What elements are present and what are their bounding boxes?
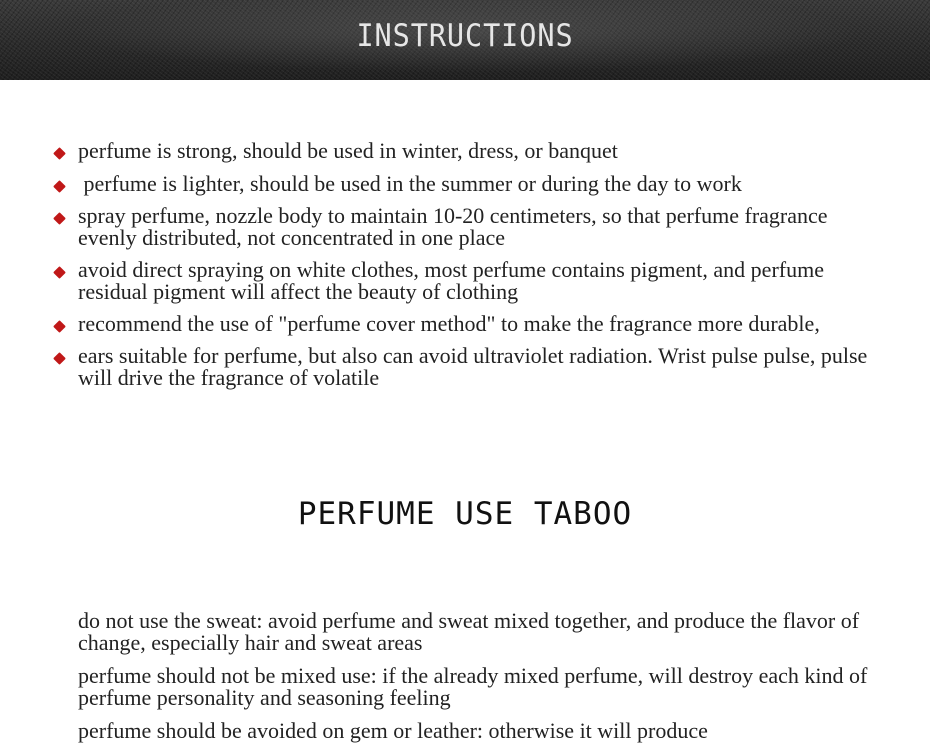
- instruction-item: [50, 140, 890, 162]
- diamond-bullet-icon: [53, 352, 66, 365]
- instruction-item: [50, 173, 890, 195]
- instruction-item: [50, 313, 890, 335]
- instruction-item: [50, 205, 890, 249]
- diamond-bullet-icon: [53, 180, 66, 193]
- instruction-text: avoid direct spraying on white clothes, most perfume contains pigment, and perfume residual pigment will affect the beauty of clothing: [78, 257, 824, 304]
- instruction-text: perfume is strong, should be used in winter, dress, or banquet: [78, 138, 618, 163]
- section-title: PERFUME USE TABOO: [297, 496, 633, 532]
- diamond-bullet-icon: [53, 266, 66, 279]
- header-banner: [0, 0, 930, 80]
- taboo-item: perfume should not be mixed use: if the already mixed perfume, will destroy each kind of perfume personality and seasoning feeling: [78, 663, 868, 710]
- instruction-item: [50, 345, 890, 389]
- diamond-bullet-icon: [53, 212, 66, 225]
- taboo-item: do not use the sweat: avoid perfume and sweat mixed together, and produce the flavor of change, especially hair and sweat areas: [78, 608, 860, 655]
- instruction-text: spray perfume, nozzle body to maintain 10-20 centimeters, so that perfume fragrance evenly distributed, not concentrated in one place: [78, 203, 828, 250]
- taboo-item: perfume should be avoided on gem or leather: otherwise it will produce: [78, 718, 708, 743]
- header-title: INSTRUCTIONS: [356, 18, 574, 54]
- instruction-text: perfume is lighter, should be used in the summer or during the day to work: [78, 171, 742, 196]
- diamond-bullet-icon: [53, 320, 66, 333]
- instruction-text: ears suitable for perfume, but also can avoid ultraviolet radiation. Wrist pulse pulse, pulse will drive the fragrance of volatile: [78, 343, 868, 390]
- instructions-list: [50, 140, 890, 399]
- instruction-item: [50, 259, 890, 303]
- taboo-list: [78, 610, 878, 753]
- instruction-text: recommend the use of "perfume cover method" to make the fragrance more durable,: [78, 311, 820, 336]
- diamond-bullet-icon: [53, 147, 66, 160]
